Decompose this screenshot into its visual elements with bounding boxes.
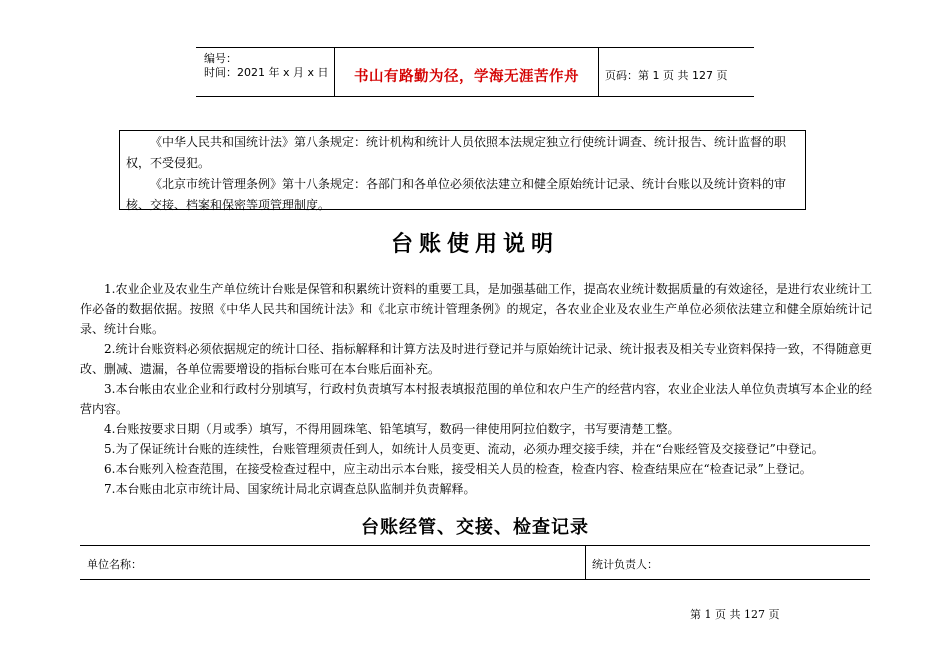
motto: 书山有路勤为径，学海无涯苦作舟 — [354, 68, 579, 85]
page-label: 页码：第 1 页 共 127 页 — [605, 69, 728, 82]
page-footer: 第 1 页 共 127 页 — [690, 608, 780, 621]
table-divider — [585, 546, 586, 579]
law-paragraph: 《中华人民共和国统计法》第八条规定：统计机构和统计人员依照本法规定独立行使统计调查、统计报告、统计监督的职权，不受侵犯。 — [126, 135, 787, 170]
instruction-paragraph: 2.统计台账资料必须依据规定的统计口径、指标解释和计算方法及时进行登记并与原始统计记录、统计报表及相关专业资料保持一致，不得随意更改、删减、遗漏，各单位需要增设的指标台账可在本台账后面补充。 — [80, 342, 872, 376]
law-box — [119, 130, 806, 210]
header-info-cell — [196, 48, 335, 96]
instructions-body — [80, 279, 872, 499]
instruction-paragraph: 3.本台帐由农业企业和行政村分别填写，行政村负责填写本村报表填报范围的单位和农户生产的经营内容，农业企业法人单位负责填写本企业的经营内容。 — [80, 382, 872, 416]
instruction-paragraph: 1.农业企业及农业生产单位统计台账是保管和积累统计资料的重要工具，是加强基础工作，提高农业统计数据质量的有效途径，是进行农业统计工作必备的数据依据。按照《中华人民共和国统计法》和《北京市统计管理条例》的规定，各农业企业及农业生产单位必须依法建立和健全原始统计记录、统计台账。 — [80, 282, 872, 336]
time-label: 时间：2021 年 x 月 x 日 — [204, 66, 329, 79]
unit-name-label: 单位名称： — [87, 558, 142, 571]
page-title: 台账使用说明 — [390, 231, 559, 257]
section-subtitle: 台账经管、交接、检查记录 — [361, 517, 589, 538]
header-page-cell — [599, 48, 754, 96]
header-table — [196, 47, 754, 97]
record-form-table — [80, 545, 870, 580]
header-motto-cell — [335, 48, 599, 96]
instruction-paragraph: 6.本台账列入检查范围，在接受检查过程中，应主动出示本台账，接受相关人员的检查，检查内容、检查结果应在“检查记录”上登记。 — [104, 462, 812, 476]
instruction-paragraph: 4.台账按要求日期（月或季）填写，不得用圆珠笔、铅笔填写，数码一律使用阿拉伯数字，书写要清楚工整。 — [104, 422, 680, 436]
number-label: 编号： — [204, 52, 237, 65]
law-paragraph: 《北京市统计管理条例》第十八条规定：各部门和各单位必须依法建立和健全原始统计记录、统计台账以及统计资料的审核、交接、档案和保密等项管理制度。 — [126, 177, 787, 212]
instruction-paragraph: 5.为了保证统计台账的连续性，台账管理须责任到人，如统计人员变更、流动，必须办理交接手续，并在“台账经管及交接登记”中登记。 — [104, 442, 824, 456]
statistician-label: 统计负责人： — [592, 558, 658, 571]
instruction-paragraph: 7.本台账由北京市统计局、国家统计局北京调查总队监制并负责解释。 — [104, 482, 476, 496]
